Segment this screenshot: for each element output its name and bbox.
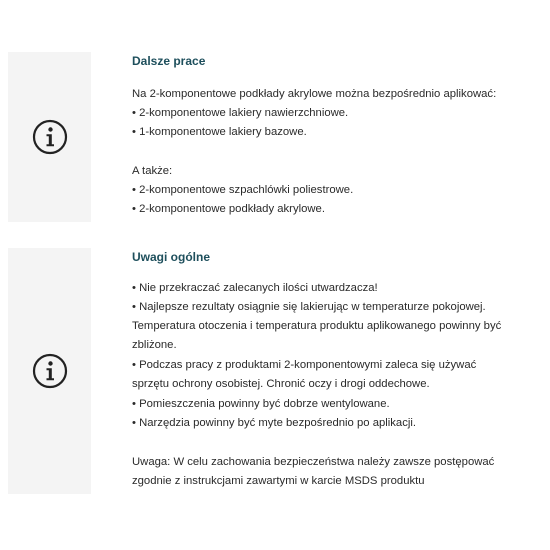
text-line: A także: <box>132 165 173 177</box>
bullet-item: • Najlepsze rezultaty osiągnie się lakierując w temperaturze pokojowej. <box>132 301 486 313</box>
bullet-item: • 2-komponentowe podkłady akrylowe. <box>132 203 325 215</box>
bullet-item: • Podczas pracy z produktami 2-komponentowymi zaleca się używać <box>132 359 477 371</box>
bullet-item: • 1-komponentowe lakiery bazowe. <box>132 126 307 138</box>
icon-panel <box>8 52 91 222</box>
section-title: Uwagi ogólne <box>132 250 210 264</box>
info-circle-icon <box>32 353 68 389</box>
icon-panel <box>8 248 91 494</box>
text-line: Na 2-komponentowe podkłady akrylowe można bezpośrednio aplikować: <box>132 88 497 100</box>
bullet-item: • 2-komponentowe szpachlówki poliestrowe. <box>132 184 354 196</box>
text-line: sprzętu ochrony osobistej. Chronić oczy i drogi oddechowe. <box>132 378 430 390</box>
info-circle-icon <box>32 119 68 155</box>
text-line: zgodnie z instrukcjami zawartymi w karcie MSDS produktu <box>132 475 425 487</box>
section-uwagi-ogolne <box>0 248 550 494</box>
bullet-item: • Pomieszczenia powinny być dobrze wentylowane. <box>132 398 390 410</box>
bullet-item: • Nie przekraczać zalecanych ilości utwardzacza! <box>132 282 378 294</box>
text-line: zbliżone. <box>132 339 177 351</box>
section-title: Dalsze prace <box>132 54 206 68</box>
bullet-item: • 2-komponentowe lakiery nawierzchniowe. <box>132 107 349 119</box>
text-line: Temperatura otoczenia i temperatura produktu aplikowanego powinny być <box>132 320 502 332</box>
text-line: Uwaga: W celu zachowania bezpieczeństwa należy zawsze postępować <box>132 456 495 468</box>
section-dalsze-prace <box>0 52 550 222</box>
bullet-item: • Narzędzia powinny być myte bezpośrednio po aplikacji. <box>132 417 417 429</box>
